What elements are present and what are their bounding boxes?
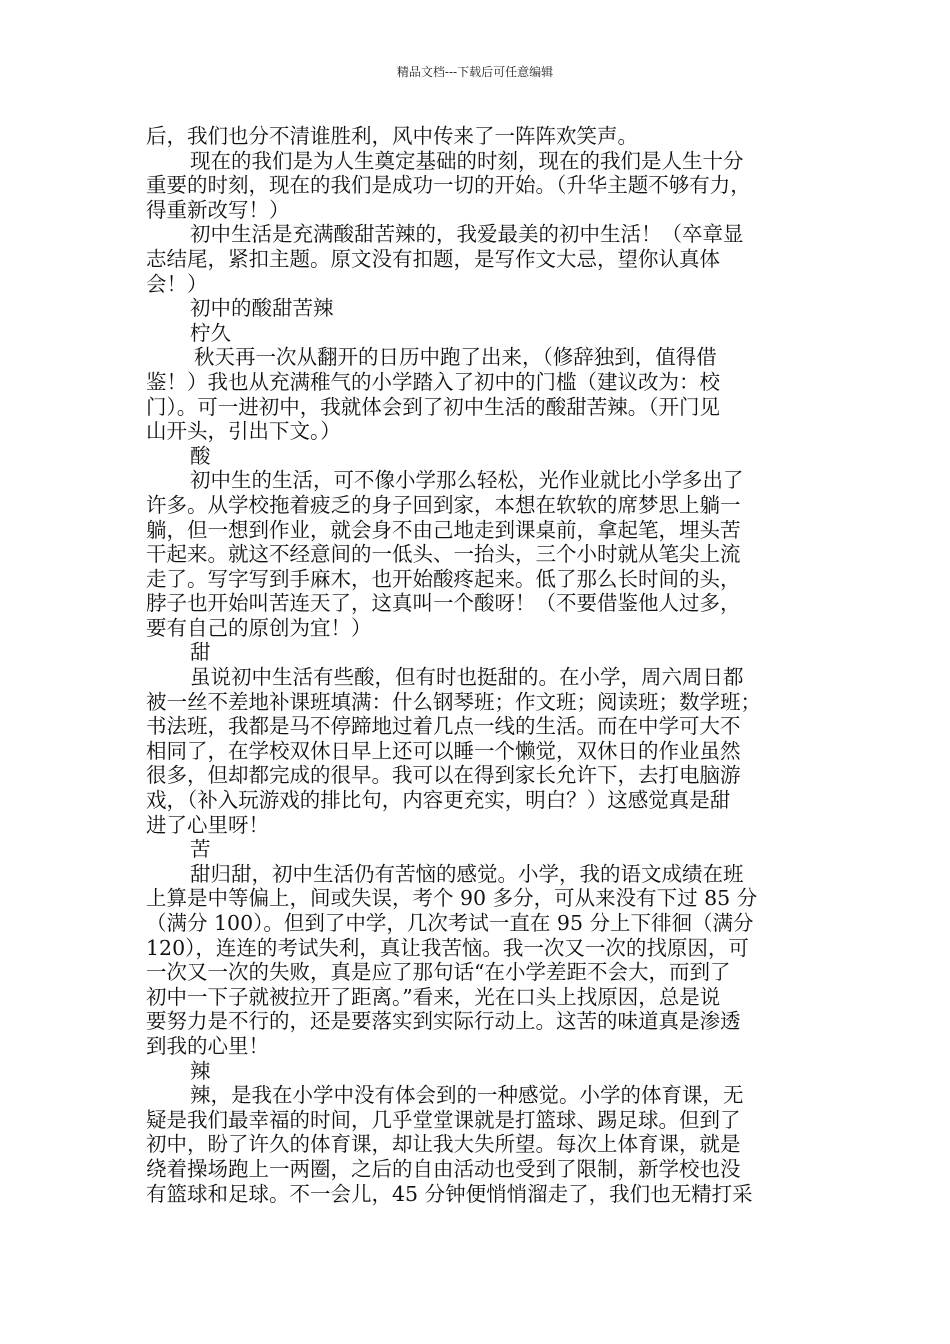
document-body: [146, 124, 816, 1206]
text-line: 鉴！）我也从充满稚气的小学踏入了初中的门槛（建议改为：校: [146, 369, 720, 394]
text-line: （满分 100）。但到了中学，几次考试一直在 95 分上下徘徊（满分: [146, 911, 754, 935]
text-line: 很多，但却都完成的很早。我可以在得到家长允许下，去打电脑游: [146, 763, 741, 788]
text-line: 初中一下子就被拉开了距离。”看来，光在口头上找原因，总是说: [146, 984, 721, 1009]
text-line: 初中，盼了许久的体育课，却让我大失所望。每次上体育课，就是: [146, 1132, 741, 1157]
text-line: 得重新改写！）: [146, 197, 290, 222]
text-line: 要努力是不行的，还是要落实到实际行动上。这苦的味道真是渗透: [146, 1009, 741, 1034]
text-line: 苦: [190, 837, 211, 862]
text-line: 柠久: [190, 320, 231, 345]
text-line: 志结尾，紧扣主题。原文没有扣题，是写作文大忌，望你认真体: [146, 246, 720, 271]
text-line: 酸: [190, 443, 211, 468]
text-line: 辣，是我在小学中没有体会到的一种感觉。小学的体育课，无: [190, 1083, 744, 1108]
text-line: 现在的我们是为人生奠定基础的时刻，现在的我们是人生十分: [190, 148, 744, 173]
text-line: 初中生活是充满酸甜苦辣的，我爱最美的初中生活！（卒章显: [190, 222, 744, 247]
text-line: 重要的时刻，现在的我们是成功一切的开始。（升华主题不够有力，: [146, 173, 751, 198]
text-line: 相同了，在学校双休日早上还可以睡一个懒觉，双休日的作业虽然: [146, 738, 741, 763]
text-line: 秋天再一次从翻开的日历中跑了出来，（修辞独到，值得借: [194, 345, 717, 370]
text-line: 甜归甜，初中生活仍有苦恼的感觉。小学，我的语文成绩在班: [190, 861, 744, 886]
page-header: 精品文档---下载后可任意编辑: [396, 65, 554, 79]
text-line: 山开头，引出下文。）: [146, 419, 341, 444]
text-line: 虽说初中生活有些酸，但有时也挺甜的。在小学，周六周日都: [190, 665, 744, 690]
text-line: 到我的心里！: [146, 1033, 269, 1058]
text-line: 干起来。就这不经意间的一低头、一抬头，三个小时就从笔尖上流: [146, 542, 741, 567]
text-line: 脖子也开始叫苦连天了，这真叫一个酸呀！（不要借鉴他人过多，: [146, 591, 741, 616]
text-line: 初中的酸甜苦辣: [190, 296, 334, 321]
text-line: 进了心里呀！: [146, 812, 269, 837]
text-line: 躺，但一想到作业，就会身不由己地走到课桌前，拿起笔，埋头苦: [146, 517, 741, 542]
text-line: 门）。可一进初中，我就体会到了初中生活的酸甜苦辣。（开门见: [146, 394, 720, 419]
text-line: 后，我们也分不清谁胜利，风中传来了一阵阵欢笑声。: [146, 124, 638, 148]
text-line: 会！）: [146, 271, 208, 296]
text-line: 初中生的生活，可不像小学那么轻松，光作业就比小学多出了: [190, 468, 744, 493]
text-line: 戏，（补入玩游戏的排比句，内容更充实，明白？）这感觉真是甜: [146, 788, 731, 813]
text-line: 甜: [190, 640, 211, 665]
text-line: 走了。写字写到手麻木，也开始酸疼起来。低了那么长时间的头，: [146, 566, 741, 591]
text-line: 120），连连的考试失利，真让我苦恼。我一次又一次的找原因，可: [146, 935, 749, 960]
text-line: 上算是中等偏上，间或失误，考个 90 多分，可从来没有下过 85 分: [146, 886, 758, 911]
text-line: 书法班，我都是马不停蹄地过着几点一线的生活。而在中学可大不: [146, 714, 741, 739]
text-line: 被一丝不差地补课班填满：什么钢琴班；作文班；阅读班；数学班；: [146, 689, 761, 714]
text-line: 许多。从学校拖着疲乏的身子回到家，本想在软软的席梦思上躺一: [146, 492, 741, 517]
text-line: 绕着操场跑上一两圈，之后的自由活动也受到了限制，新学校也没: [146, 1156, 741, 1181]
text-line: 要有自己的原创为宜！）: [146, 615, 372, 640]
text-line: 辣: [190, 1058, 211, 1083]
text-line: 一次又一次的失败，真是应了那句话“在小学差距不会大，而到了: [146, 960, 731, 985]
text-line: 疑是我们最幸福的时间，几乎堂堂课就是打篮球、踢足球。但到了: [146, 1107, 741, 1132]
text-line: 有篮球和足球。不一会儿，45 分钟便悄悄溜走了，我们也无精打采: [146, 1181, 753, 1206]
